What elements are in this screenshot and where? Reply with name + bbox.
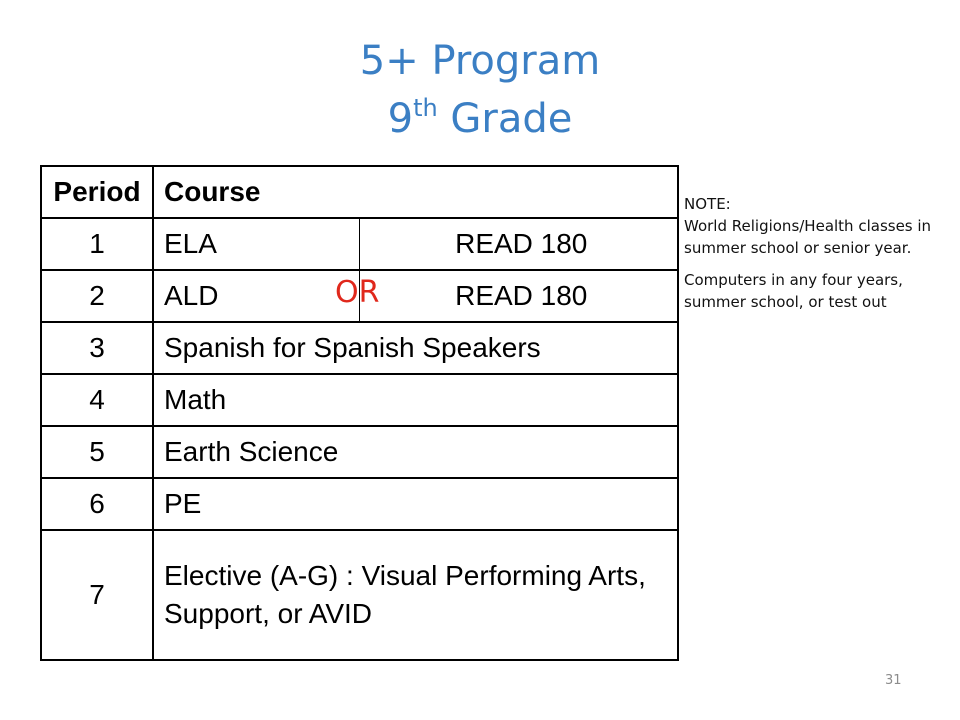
grade-suffix: th <box>413 94 438 122</box>
table-row <box>41 426 678 478</box>
course-cell: Earth Science <box>153 426 678 478</box>
schedule-table <box>40 165 679 661</box>
alt-course-cell: READ 180 <box>359 218 678 270</box>
table-row <box>41 322 678 374</box>
period-cell: 3 <box>41 322 153 374</box>
page-subtitle <box>0 94 960 142</box>
page-title: 5+ Program <box>359 38 601 84</box>
table-row <box>41 218 678 270</box>
course-cell: ELA <box>153 218 359 270</box>
header-course: Course <box>153 166 678 218</box>
period-cell: 5 <box>41 426 153 478</box>
note-world-religions: NOTE: World Religions/Health classes in summer school or senior year. <box>684 195 932 257</box>
grade-text: Grade <box>437 96 573 142</box>
notes-panel <box>684 193 944 323</box>
table-row <box>41 374 678 426</box>
course-cell: Elective (A-G) : Visual Performing Arts, Support, or AVID <box>153 530 678 660</box>
period-cell: 6 <box>41 478 153 530</box>
course-cell: ALD <box>153 270 359 322</box>
period-cell: 2 <box>41 270 153 322</box>
period-cell: 1 <box>41 218 153 270</box>
table-row <box>41 478 678 530</box>
header-period: Period <box>41 166 153 218</box>
note-computers: Computers in any four years, summer school, or test out <box>684 271 903 311</box>
table-header-row <box>41 166 678 218</box>
table-row <box>41 530 678 660</box>
grade-number: 9 <box>387 96 414 142</box>
page-number: 31 <box>885 673 902 688</box>
alt-course-cell: READ 180 <box>359 270 678 322</box>
period-cell: 4 <box>41 374 153 426</box>
or-label: OR <box>335 275 380 310</box>
course-cell: Math <box>153 374 678 426</box>
course-cell: PE <box>153 478 678 530</box>
period-cell: 7 <box>41 530 153 660</box>
course-cell: Spanish for Spanish Speakers <box>153 322 678 374</box>
